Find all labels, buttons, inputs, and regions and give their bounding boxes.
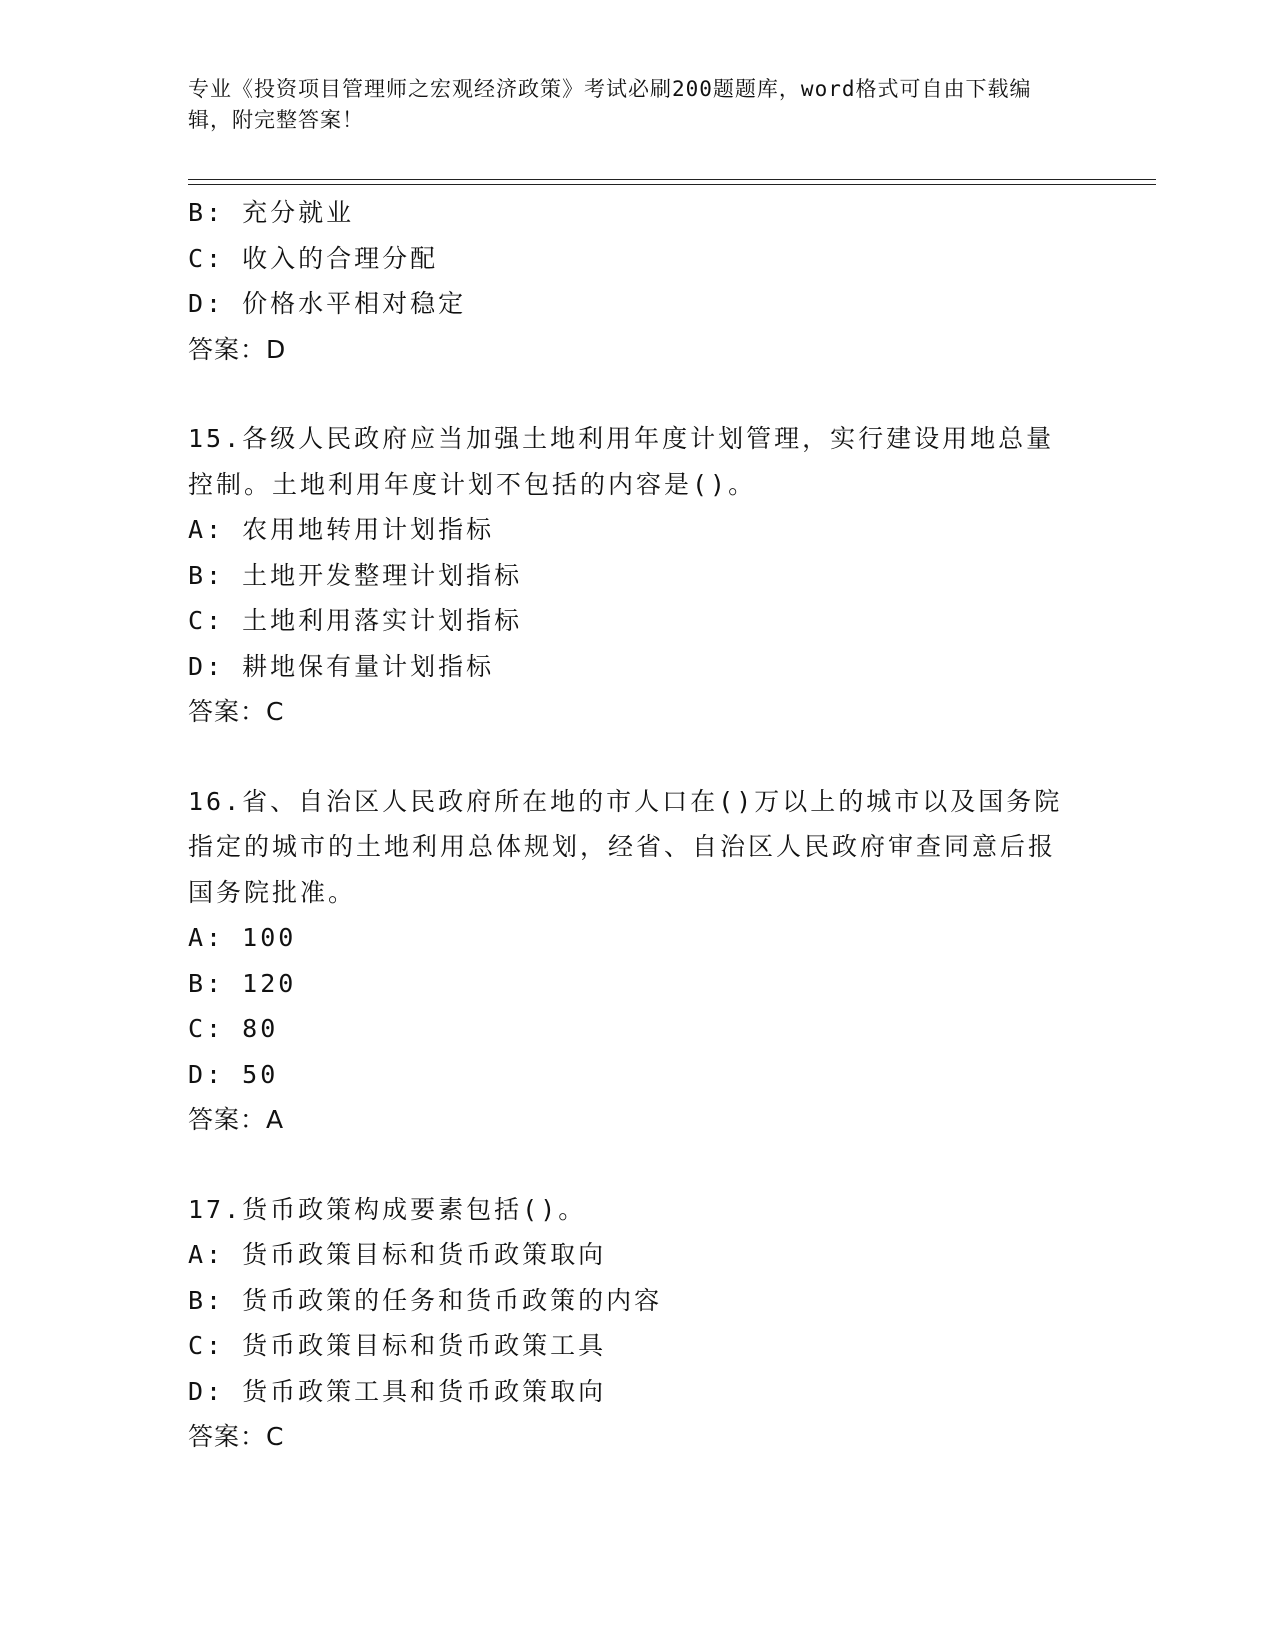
question-stem: 16.省、自治区人民政府所在地的市人口在()万以上的城市以及国务院指定的城市的土地利用总体规划，经省、自治区人民政府审查同意后报国务院批准。 [188, 786, 1063, 907]
option-c: C: 80 [188, 1014, 279, 1043]
continued-question [188, 190, 1088, 372]
option-a: A: 货币政策目标和货币政策取向 [188, 1240, 607, 1269]
question-stem: 15.各级人民政府应当加强土地利用年度计划管理，实行建设用地总量控制。土地利用年度计划不包括的内容是()。 [188, 424, 1055, 499]
answer-line: 答案：C [188, 1422, 285, 1451]
header-divider-bottom [188, 184, 1156, 185]
option-b: B: 土地开发整理计划指标 [188, 560, 523, 590]
header-divider-top [188, 179, 1156, 180]
option-d: D: 价格水平相对稳定 [188, 289, 467, 318]
option-d: D: 耕地保有量计划指标 [188, 651, 495, 681]
option-c: C: 货币政策目标和货币政策工具 [188, 1331, 607, 1360]
option-b: B: 货币政策的任务和货币政策的内容 [188, 1285, 663, 1315]
page-header: 专业《投资项目管理师之宏观经济政策》考试必刷200题题库，word格式可自由下载编辑，附完整答案！ [188, 77, 1032, 132]
option-c: C: 土地利用落实计划指标 [188, 606, 523, 635]
option-b: B: 充分就业 [188, 198, 355, 227]
option-d: D: 货币政策工具和货币政策取向 [188, 1376, 607, 1406]
answer-line: 答案：A [188, 1105, 285, 1134]
answer-line: 答案：D [188, 334, 287, 364]
question-stem: 17.货币政策构成要素包括()。 [188, 1194, 587, 1224]
option-d: D: 50 [188, 1059, 279, 1089]
question-15 [188, 416, 1088, 735]
option-c: C: 收入的合理分配 [188, 243, 439, 273]
question-17 [188, 1187, 1088, 1460]
question-content [188, 190, 1088, 1460]
option-a: A: 农用地转用计划指标 [188, 515, 495, 544]
answer-line: 答案：C [188, 697, 285, 726]
option-a: A: 100 [188, 923, 297, 952]
question-16 [188, 779, 1088, 1143]
option-b: B: 120 [188, 968, 297, 998]
